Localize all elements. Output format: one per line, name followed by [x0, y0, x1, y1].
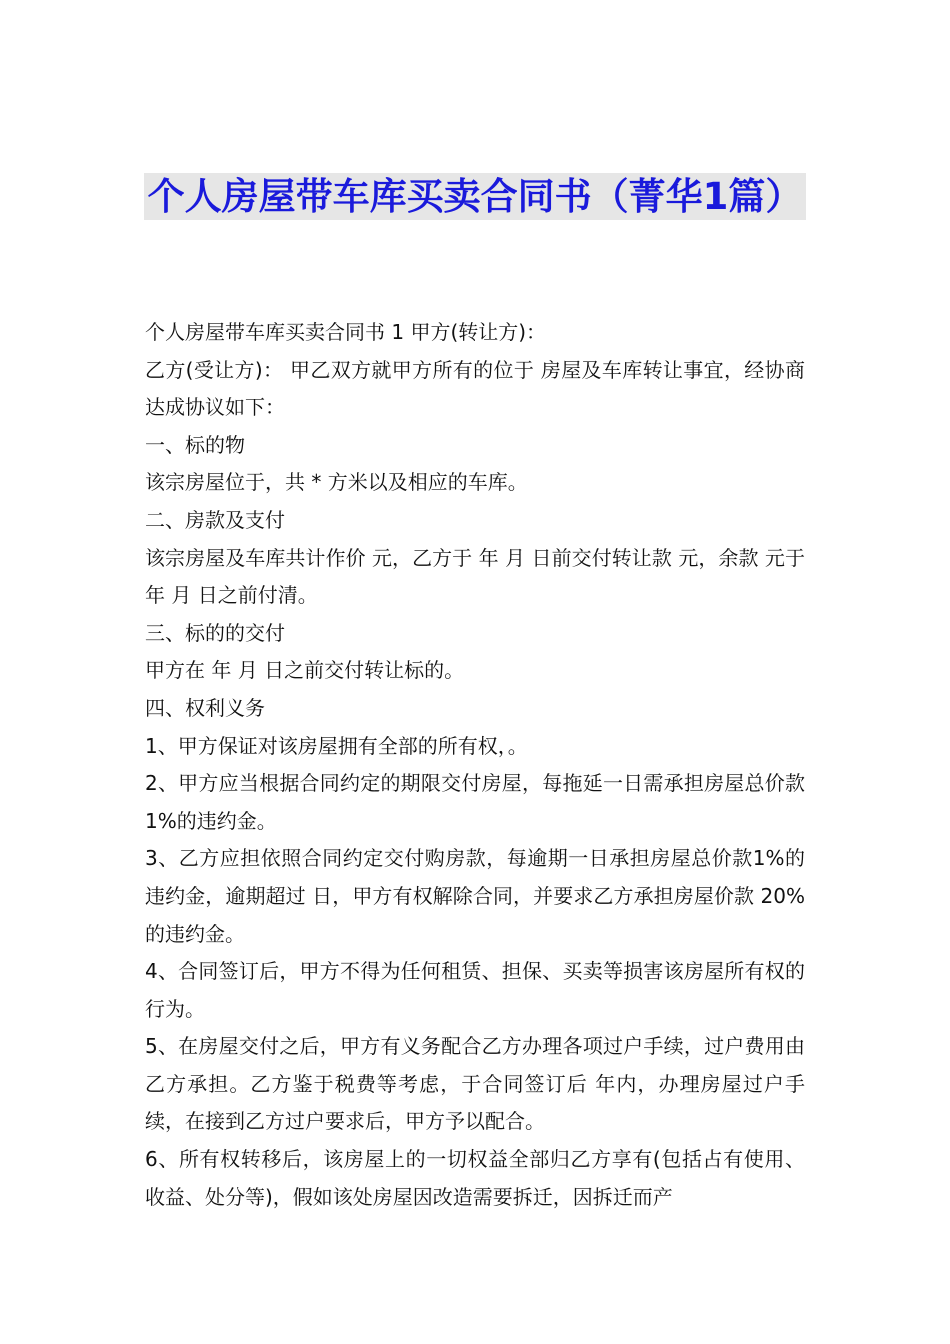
clause-5: 5、在房屋交付之后，甲方有义务配合乙方办理各项过户手续，过户费用由乙方承担。乙方鉴于税费等考虑，于合同签订后 年内，办理房屋过户手续，在接到乙方过户要求后，甲方予以配合。 — [145, 1034, 805, 1134]
paragraph-party-b: 乙方(受让方)： 甲乙双方就甲方所有的位于 房屋及车库转让事宜，经协商达成协议如下： — [145, 357, 805, 420]
paragraph-delivery: 甲方在 年 月 日之前交付转让标的。 — [145, 658, 465, 683]
clause-1: 1、甲方保证对该房屋拥有全部的所有权，。 — [145, 733, 528, 758]
paragraph-intro: 个人房屋带车库买卖合同书 1 甲方(转让方)： — [145, 320, 547, 344]
paragraph-payment: 该宗房屋及车库共计作价 元，乙方于 年 月 日前交付转让款 元，余款 元于年 月 日之前付清。 — [145, 545, 805, 608]
section-heading-subject: 一、标的物 — [145, 432, 245, 457]
clause-2: 2、甲方应当根据合同约定的期限交付房屋，每拖延一日需承担房屋总价款 1%的违约金。 — [145, 771, 805, 833]
clause-3: 3、乙方应担依照合同约定交付购房款，每逾期一日承担房屋总价款1%的违约金，逾期超过 日，甲方有权解除合同，并要求乙方承担房屋价款 20%的违约金。 — [145, 846, 805, 946]
document-title — [140, 172, 810, 222]
section-heading-payment: 二、房款及支付 — [145, 507, 285, 532]
clause-6: 6、所有权转移后，该房屋上的一切权益全部归乙方享有(包括占有使用、收益、处分等)，假如该处房屋因改造需要拆迁，因拆迁而产 — [145, 1147, 805, 1209]
document-body — [145, 314, 805, 1216]
document-title-text: 个人房屋带车库买卖合同书（菁华1篇） — [144, 173, 807, 220]
paragraph-subject: 该宗房屋位于，共 * 方米以及相应的车库。 — [145, 470, 528, 495]
clause-4: 4、合同签订后，甲方不得为任何租赁、担保、买卖等损害该房屋所有权的行为。 — [145, 959, 805, 1021]
section-heading-rights: 四、权利义务 — [145, 695, 265, 720]
section-heading-delivery: 三、标的的交付 — [145, 620, 285, 645]
